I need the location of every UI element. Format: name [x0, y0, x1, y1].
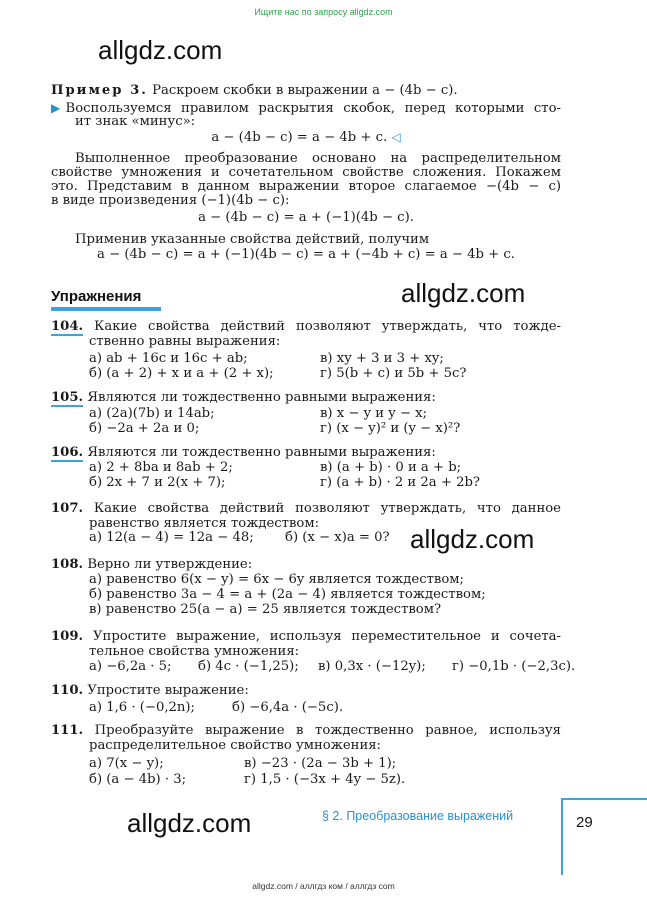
- exercise-item-b: б) 4c · (−1,25);: [198, 659, 299, 674]
- exercise-text: Какие свойства действий позволяют утверждать, что тожде-: [94, 319, 561, 334]
- section-heading: Упражнения: [51, 288, 142, 305]
- exercise-number: 109.: [51, 629, 84, 644]
- exercise-text: ственно равны выражения:: [89, 334, 281, 349]
- exercise-item-b: б) 2x + 7 и 2(x + 7);: [89, 475, 226, 490]
- example-line-1: Воспользуемся правилом раскрытия скобок, перед которыми сто-: [65, 101, 561, 116]
- exercise-item-b: б) −2a + 2a и 0;: [89, 421, 200, 436]
- exercise-item-a: а) 7(x − y);: [89, 756, 164, 771]
- exercise-item-v: в) x − y и y − x;: [320, 406, 428, 421]
- exercise-item-a: а) равенство 6(x − y) = 6x − 6y является тождеством;: [89, 572, 464, 587]
- exercise-104: [51, 320, 561, 335]
- exercise-number: 107.: [51, 501, 84, 516]
- paragraph-line: Выполненное преобразование основано на распределительном: [75, 151, 561, 166]
- exercise-item-b: б) −6,4a · (−5c).: [232, 700, 344, 715]
- section-heading-underline: [51, 307, 161, 311]
- exercise-item-g: г) (x − y)² и (y − x)²?: [320, 421, 461, 436]
- exercise-number: 106.: [51, 445, 84, 460]
- example-title-line: [51, 84, 458, 99]
- page-number: 29: [576, 814, 593, 831]
- exercise-number: 108.: [51, 557, 84, 572]
- exercise-item-a: а) ab + 16c и 16c + ab;: [89, 351, 248, 366]
- exercise-106: [51, 446, 436, 461]
- exercise-item-v: в) равенство 25(a − a) = 25 является тождеством?: [89, 602, 442, 617]
- exercise-item-g: г) −0,1b · (−2,3c).: [452, 659, 576, 674]
- exercise-109: [51, 630, 561, 645]
- exercise-105: [51, 391, 436, 406]
- exercise-item-b: б) (a + 2) + x и a + (2 + x);: [89, 366, 274, 381]
- exercise-item-a: а) (2a)(7b) и 14ab;: [89, 406, 215, 421]
- exercise-item-v: в) xy + 3 и 3 + xy;: [320, 351, 444, 366]
- exercise-text: Упростите выражение, используя переместительное и сочета-: [93, 629, 561, 644]
- exercise-item-b: б) (a − 4b) · 3;: [89, 772, 187, 787]
- exercise-item-b: б) (x − x)a = 0?: [285, 530, 390, 545]
- exercise-item-a: а) 12(a − 4) = 12a − 48;: [89, 530, 254, 545]
- paragraph-line: Применив указанные свойства действий, получим: [75, 232, 430, 247]
- exercise-text: Преобразуйте выражение в тождественно равное, используя: [94, 723, 561, 738]
- example-line-2: ит знак «минус»:: [75, 114, 196, 129]
- footer-section-title: § 2. Преобразование выражений: [322, 809, 514, 823]
- exercise-item-g: г) (a + b) · 2 и 2a + 2b?: [320, 475, 481, 490]
- exercise-number: 110.: [51, 683, 84, 698]
- exercise-number: 111.: [51, 723, 84, 738]
- example-label: Пример 3.: [51, 83, 148, 98]
- watermark: allgdz.com: [98, 35, 223, 65]
- watermark: allgdz.com: [401, 278, 526, 308]
- exercise-text: Упростите выражение:: [87, 683, 249, 698]
- exercise-text: Являются ли тождественно равными выражения:: [87, 390, 436, 405]
- exercise-text: распределительное свойство умножения:: [89, 738, 381, 753]
- top-banner: Ищите нас по запросу allgdz.com: [254, 7, 393, 17]
- exercise-item-b: б) равенство 3a − 4 = a + (2a − 4) является тождеством;: [89, 587, 486, 602]
- paragraph-line: это. Представим в данном выражении второе слагаемое −(4b − c): [51, 179, 561, 194]
- formula-1: a − (4b − c) = a − 4b + c.: [211, 130, 388, 145]
- formula-1-line: [51, 130, 561, 146]
- exercise-item-a: а) 1,6 · (−0,2n);: [89, 700, 195, 715]
- example-title: Раскроем скобки в выражении a − (4b − c).: [152, 83, 458, 98]
- exercise-number: 105.: [51, 390, 84, 405]
- exercise-item-a: а) 2 + 8ba и 8ab + 2;: [89, 460, 233, 475]
- exercise-number: 104.: [51, 319, 84, 334]
- paragraph-line: свойстве умножения и сочетательном свойстве сложения. Покажем: [51, 165, 561, 180]
- exercise-item-v: в) −23 · (2a − 3b + 1);: [244, 756, 397, 771]
- watermark: allgdz.com: [410, 524, 535, 554]
- exercise-item-v: в) 0,3x · (−12y);: [318, 659, 426, 674]
- exercise-text: тельное свойства умножения:: [89, 644, 300, 659]
- exercise-110: [51, 684, 249, 699]
- paragraph-line: в виде произведения (−1)(4b − c):: [51, 193, 290, 208]
- formula-2: a − (4b − c) = a + (−1)(4b − c).: [198, 210, 414, 225]
- exercise-text: Какие свойства действий позволяют утверждать, что данное: [93, 501, 561, 516]
- bottom-banner: allgdz.com / аллгдз ком / аллгдз com: [252, 881, 395, 891]
- exercise-item-a: а) −6,2a · 5;: [89, 659, 172, 674]
- exercise-text: Являются ли тождественно равными выражения:: [87, 445, 436, 460]
- exercise-111: [51, 724, 561, 739]
- exercise-108: [51, 558, 252, 573]
- exercise-item-g: г) 5(b + c) и 5b + 5c?: [320, 366, 467, 381]
- watermark: allgdz.com: [127, 808, 252, 838]
- exercise-item-g: г) 1,5 · (−3x + 4y − 5z).: [244, 772, 406, 787]
- exercise-text: Верно ли утверждение:: [87, 557, 253, 572]
- end-triangle-icon: ◁: [391, 130, 401, 144]
- page-number-box: [561, 798, 647, 875]
- exercise-item-v: в) (a + b) · 0 и a + b;: [320, 460, 462, 475]
- exercise-107: [51, 502, 561, 517]
- start-triangle-icon: ▶: [51, 101, 66, 115]
- formula-3: a − (4b − c) = a + (−1)(4b − c) = a + (−4b + c) = a − 4b + c.: [97, 247, 515, 262]
- exercise-text: равенство является тождеством:: [89, 516, 320, 531]
